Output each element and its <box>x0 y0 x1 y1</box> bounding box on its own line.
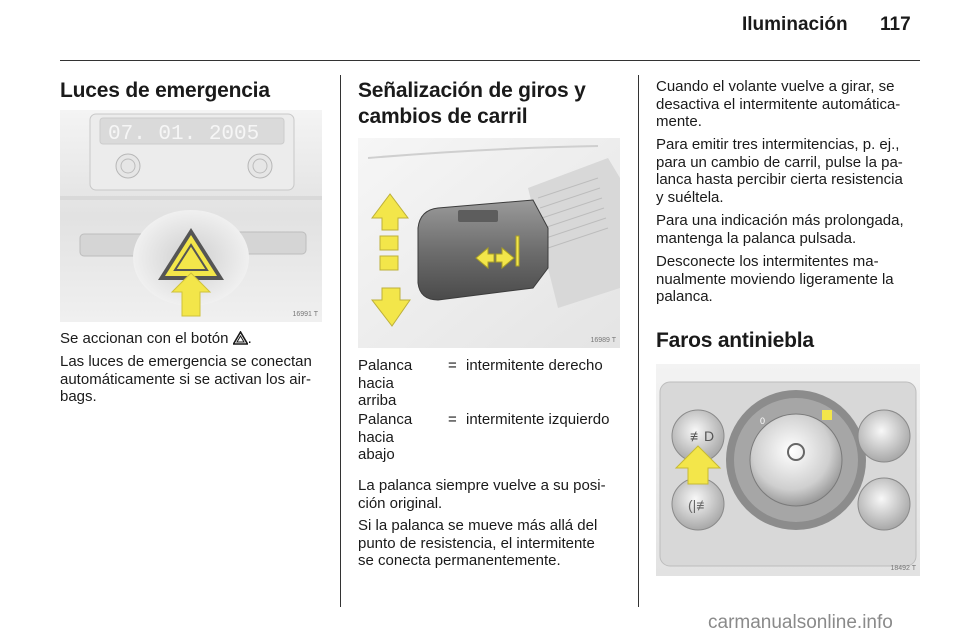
definition-equals: = <box>448 411 457 428</box>
definition-term: Palanca hacia arriba <box>358 357 413 409</box>
definition-row <box>358 357 628 411</box>
turn-signal-paragraph-3: Cuando el volante vuelve a girar, se desactiva el intermitente automática- mente. <box>656 78 901 130</box>
definition-description: intermitente derecho <box>466 357 603 374</box>
svg-text:≢D: ≢D <box>690 428 715 444</box>
heading-fog-lights: Faros antiniebla <box>656 329 814 352</box>
turn-signal-paragraph-2: Si la palanca se mueve más allá del punto de resistencia, el intermitente se conecta permanentemente. <box>358 517 598 569</box>
hazard-button-illustration <box>60 110 322 322</box>
figure-turn-signal-lever <box>358 138 620 348</box>
fog-light-switch-illustration <box>656 364 920 576</box>
svg-text:(|≢: (|≢ <box>688 497 711 513</box>
heading-hazard-lights: Luces de emergencia <box>60 79 270 102</box>
figure-hazard-button <box>60 110 322 322</box>
figure-code: 16991 T <box>292 311 318 318</box>
column-divider-1 <box>340 75 341 607</box>
definition-list <box>358 357 628 465</box>
footer-watermark: carmanualsonline.info <box>708 612 893 633</box>
hazard-triangle-icon <box>233 331 248 345</box>
figure-code: 16989 T <box>590 337 616 344</box>
definition-equals: = <box>448 357 457 374</box>
figure-fog-light-switch <box>656 364 920 576</box>
section-title: Iluminación <box>742 14 848 35</box>
svg-text:0: 0 <box>760 416 766 426</box>
column-divider-2 <box>638 75 639 607</box>
turn-signal-lever-illustration <box>358 138 620 348</box>
turn-signal-paragraph-1: La palanca siempre vuelve a su posi- ción original. <box>358 477 606 512</box>
turn-signal-paragraph-5: Para una indicación más prolongada, mantenga la palanca pulsada. <box>656 212 904 247</box>
turn-signal-paragraph-4: Para emitir tres intermitencias, p. ej., para un cambio de carril, pulse la pa- lanca hasta percibir cierta resistencia y suéltela. <box>656 136 903 206</box>
definition-description: intermitente izquierdo <box>466 411 610 428</box>
display-date-readout: 07. 01. 2005 <box>108 123 260 146</box>
hazard-paragraph-1: Se accionan con el botón . <box>60 330 252 347</box>
heading-turn-signals: Señalización de giros y cambios de carril <box>358 79 586 128</box>
header-rule <box>60 60 920 61</box>
definition-term: Palanca hacia abajo <box>358 411 413 463</box>
page-number: 117 <box>880 14 911 35</box>
definition-row <box>358 411 628 465</box>
hazard-paragraph-2: Las luces de emergencia se conectan automáticamente si se activan los air- bags. <box>60 353 312 405</box>
figure-code: 18492 T <box>890 565 916 572</box>
turn-signal-paragraph-6: Desconecte los intermitentes ma- nualmente moviendo ligeramente la palanca. <box>656 253 894 305</box>
